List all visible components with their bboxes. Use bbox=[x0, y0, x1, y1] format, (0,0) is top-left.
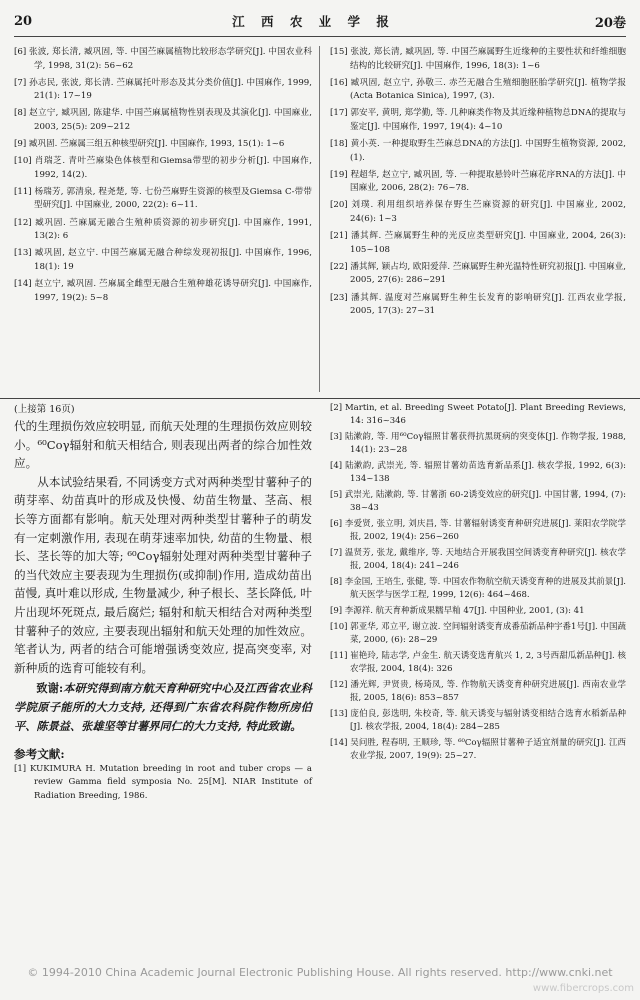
bottom-right-reference-column bbox=[330, 402, 626, 766]
reference-item: [15] 张波, 郑长清, 臧巩固, 等. 中国苎麻属野生近缘种的主要性状和纤维细胞结构的比较研究[J]. 中国麻作, 1996, 18(3): 1~6 bbox=[330, 47, 626, 71]
reference-item: [21] 潘其辉. 苎麻属野生种的光反应类型研究[J]. 中国麻业, 2004, 26(3): 105~108 bbox=[330, 231, 626, 255]
reference-item: [13] 庞伯良, 彭选明, 朱校奇, 等. 航天诱变与辐射诱变相结合选育水稻新品种[J]. 核农学报, 2004, 18(4): 284~285 bbox=[330, 708, 626, 732]
references-heading: 参考文献: bbox=[14, 747, 65, 762]
reference-item: [22] 潘其辉, 颖占均, 欧阳爱萍. 苎麻属野生种光温特性研究初报[J]. 中国麻业, 2005, 27(6): 286~291 bbox=[330, 261, 626, 286]
reference-item: [14] 吴问胜, 程春明, 王顺珍, 等. ⁶⁰Coγ辐照甘薯种子适宜剂量的研究[J]. 江西农业学报, 2007, 19(9): 25~27. bbox=[330, 737, 626, 761]
reference-item: [12] 潘光辉, 尹贤贵, 杨琦凤, 等. 作物航天诱变育种研究进展[J]. 西南农业学报, 2005, 18(6): 853~857 bbox=[330, 679, 626, 703]
site-watermark: www.fibercrops.com bbox=[532, 983, 634, 994]
reference-item: [12] 臧巩固. 苎麻属无融合生殖种质资源的初步研究[J]. 中国麻作, 1991, 13(2): 6 bbox=[14, 217, 312, 242]
continued-article-section bbox=[0, 402, 640, 962]
reference-item: [10] 郭亚华, 邓立平, 谢立波. 空间辐射诱变育成番茄新品种宇番1号[J]. 中国蔬菜, 2000, (6): 28~29 bbox=[330, 621, 626, 645]
reference-item: [23] 潘其辉. 温度对苎麻属野生种生长发育的影响研究[J]. 江西农业学报, 2005, 17(3): 27~31 bbox=[330, 292, 626, 317]
reference-item: [7] 孙志民, 张波, 郑长清. 苎麻属托叶形态及其分类价值[J]. 中国麻作, 1999, 21(1): 17~19 bbox=[14, 77, 312, 102]
reference-item: [1] KUKIMURA H. Mutation breeding in root and tuber crops — a review Gamma field symposia No. 25[M]. NIAR Institute of Radiation Breeding, 1986. bbox=[14, 764, 312, 801]
reference-item: [18] 黄小英. 一种提取野生苎麻总DNA的方法[J]. 中国野生植物资源, 2002, (1). bbox=[330, 139, 626, 163]
reference-item: [17] 郭安平, 黄明, 郑学勤, 等. 几种麻类作物及其近缘种植物总DNA的提取与鉴定[J]. 中国麻作, 1997, 19(4): 4~10 bbox=[330, 108, 626, 132]
page-number: 20 bbox=[14, 13, 33, 29]
body-paragraph: 代的生理损伤效应较明显, 而航天处理的生理损伤效应则较小。⁶⁰Coγ辐射和航天相结合, 则表现出两者的综合加性效应。 bbox=[14, 419, 312, 471]
running-header bbox=[14, 10, 626, 32]
reference-list-bottom-left bbox=[14, 763, 312, 803]
reference-item: [2] Martin, et al. Breeding Sweet Potato[J]. Plant Breeding Reviews, 14: 316~346 bbox=[330, 403, 626, 427]
reference-item: [11] 杨瑞芳, 郭清泉, 程尧楚, 等. 七份苎麻野生资源的核型及Giemsa C-带带型研究[J]. 中国麻业, 2000, 22(2): 6~11. bbox=[14, 186, 312, 211]
reference-item: [7] 温贤芳, 张龙, 戴维序, 等. 天地结合开展我国空间诱变育种研究[J]. 核农学报, 2004, 18(4): 241~246 bbox=[330, 548, 626, 572]
reference-item: [14] 赵立宁, 臧巩固. 苎麻属全雌型无融合生殖种雄花诱导研究[J]. 中国麻作, 1997, 19(2): 5~8 bbox=[14, 278, 312, 303]
column-divider bbox=[319, 46, 320, 392]
reference-item: [8] 李金国, 王培生, 张健, 等. 中国农作物航空航天诱变育种的进展及其前景[J]. 航天医学与医学工程, 1999, 12(6): 464~468. bbox=[330, 577, 626, 601]
acknowledgement-label: 致谢: bbox=[36, 681, 64, 696]
reference-item: [4] 陆漱韵, 武崇光, 等. 辐照甘薯幼苗选育新品系[J]. 核农学报, 1992, 6(3): 134~138 bbox=[330, 461, 626, 485]
reference-list-top-right bbox=[330, 46, 626, 319]
acknowledgement bbox=[14, 679, 312, 735]
reference-list-top-left bbox=[14, 46, 312, 305]
body-paragraph: 从本试验结果看, 不同诱变方式对两种类型甘薯种子的萌芽率、幼苗真叶的形成及快慢、幼苗生物量、茎高、根长等方面都有影响。航天处理对两种类型甘薯种子的萌发有一定刺激作用, 表现在萌芽速率加快, 幼苗的生物量、根长、茎长等的加大等; ⁶⁰Coγ辐射处理对两种类型甘薯种子的当代效应主要表现为生理损伤(或抑制)作用, 造成幼苗出苗慢, 真叶难以形成, 生物量减少, 种子根长、茎长降低, 叶片出现坏死斑点, 最后腐烂; 辐射和航天相结合对两种类型甘薯种子的效应, 主要表现出辐射和航天处理的加性效应。笔者认为, 两者的结合可能增强诱变效应, 提高突变率, 对新种质的选育可能较有利。 bbox=[14, 474, 312, 675]
reference-item: [5] 武崇光, 陆漱韵, 等. 甘薯浙 60-2诱变效应的研究[J]. 中国甘薯, 1994, (7): 38~43 bbox=[330, 490, 626, 514]
reference-list-bottom-right bbox=[330, 402, 626, 763]
top-left-reference-column bbox=[14, 46, 312, 309]
reference-item: [19] 程超华, 赵立宁, 臧巩固, 等. 一种提取悬铃叶苎麻花序RNA的方法[J]. 中国麻业, 2006, 28(2): 76~78. bbox=[330, 169, 626, 194]
reference-item: [16] 臧巩固, 赵立宁, 孙敬三. 赤苎无融合生殖细胞胚胎学研究[J]. 植物学报(Acta Botanica Sinica), 1997, (3). bbox=[330, 77, 626, 102]
reference-item: [6] 李爱贤, 张立明, 刘庆昌, 等. 甘薯辐射诱变育种研究进展[J]. 莱阳农学院学报, 2002, 19(4): 256~260 bbox=[330, 519, 626, 543]
top-references-section bbox=[0, 46, 640, 396]
volume-label: 20卷 bbox=[594, 15, 626, 31]
reference-item: [11] 崔艳玲, 陆志学, 卢金生. 航天诱变选育航兴 1, 2, 3号西甜瓜新品种[J]. 核农学报, 2004, 18(4): 326 bbox=[330, 650, 626, 674]
journal-title: 江 西 农 业 学 报 bbox=[232, 14, 395, 29]
continued-from-label: (上接第 16页) bbox=[14, 404, 75, 415]
acknowledgement-text: 本研究得到南方航天育种研究中心及江西省农业科学院原子能所的大力支持, 还得到广东省农科院作物所房伯平、陈景益、张雄坚等甘薯界同仁的大力支持, 特此致谢。 bbox=[14, 681, 312, 733]
top-right-reference-column bbox=[330, 46, 626, 322]
reference-item: [8] 赵立宁, 臧巩固, 陈建华. 中国苎麻属植物性别表现及其演化[J]. 中国麻业, 2003, 25(5): 209~212 bbox=[14, 108, 312, 132]
section-rule bbox=[0, 398, 640, 399]
copyright-footer: © 1994-2010 China Academic Journal Electronic Publishing House. All rights reserved. http://www.cnki.net bbox=[27, 966, 613, 979]
article-body bbox=[14, 417, 312, 677]
reference-item: [9] 臧巩固. 苎麻属三组五种核型研究[J]. 中国麻作, 1993, 15(1): 1~6 bbox=[14, 139, 285, 150]
reference-item: [6] 张波, 郑长清, 臧巩固, 等. 中国苎麻属植物比较形态学研究[J]. 中国农业科学, 1998, 31(2): 56~62 bbox=[14, 47, 312, 71]
reference-item: [3] 陆漱韵, 等. 用⁶⁰Coγ辐照甘薯获得抗黑斑病的突变体[J]. 作物学报, 1988, 14(1): 23~28 bbox=[330, 432, 626, 456]
article-body-column bbox=[14, 402, 312, 805]
reference-item: [20] 刘璞. 利用组织培养保存野生苎麻资源的研究[J]. 中国麻业, 2002, 24(6): 1~3 bbox=[330, 200, 626, 225]
reference-item: [13] 臧巩固, 赵立宁. 中国苎麻属无融合种综发现初报[J]. 中国麻作, 1996, 18(1): 19 bbox=[14, 248, 312, 272]
reference-item: [10] 肖瑞芝. 青叶苎麻染色体核型和Giemsa带型的初步分析[J]. 中国麻作, 1992, 14(2). bbox=[14, 156, 312, 180]
reference-item: [9] 李源祥. 航天育种新成果糯早籼 47[J]. 中国种业, 2001, (3): 41 bbox=[330, 606, 585, 616]
header-rule bbox=[14, 36, 626, 37]
